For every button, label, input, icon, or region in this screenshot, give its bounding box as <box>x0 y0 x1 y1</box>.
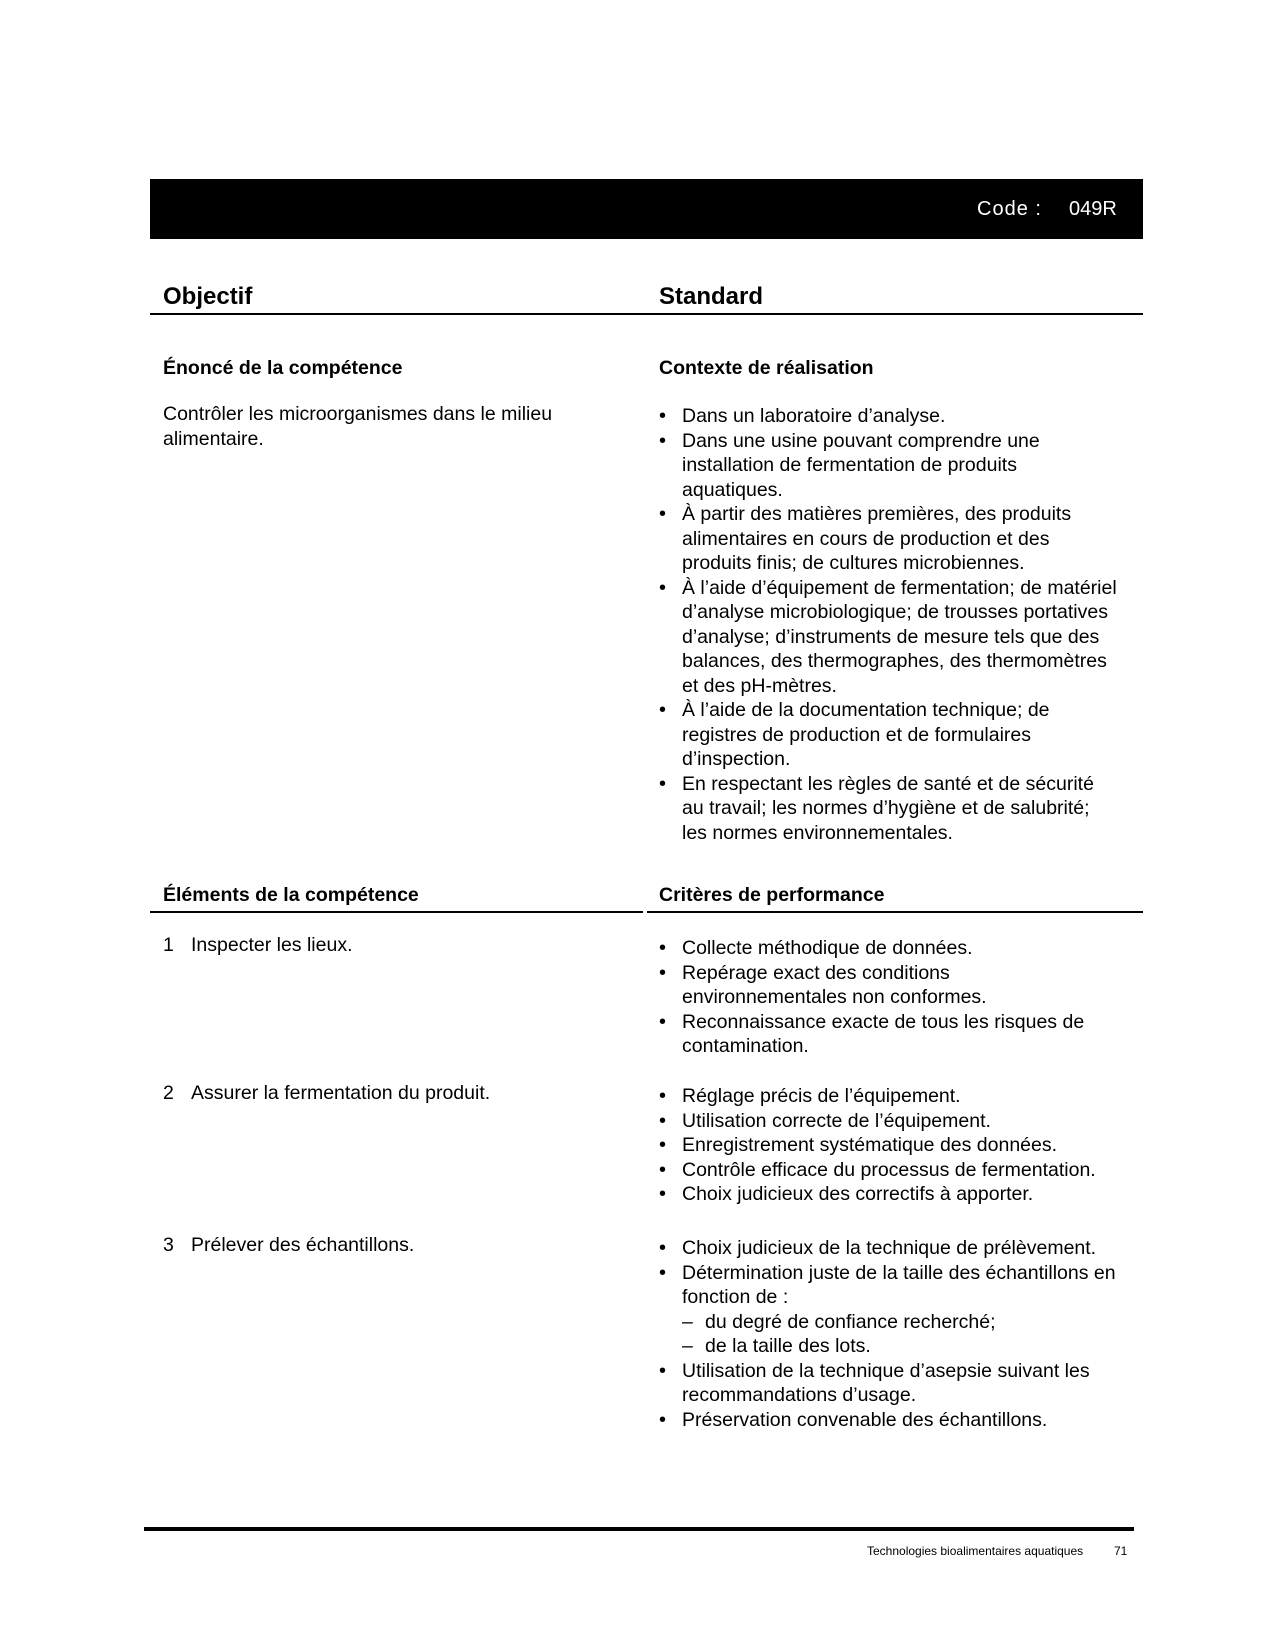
list-item: • Reconnaissance exacte de tous les risques de contamination. <box>659 1010 1119 1059</box>
list-item: • Choix judicieux des correctifs à apporter. <box>659 1182 1119 1207</box>
criteria-list-1 <box>659 936 1119 1059</box>
element-label: Prélever des échantillons. <box>191 1234 415 1256</box>
criteria-list-3 <box>659 1236 1119 1432</box>
list-item: • À l’aide de la documentation technique; de registres de production et de formulaires d’inspection. <box>659 698 1119 772</box>
list-item: • Dans un laboratoire d’analyse. <box>659 404 1119 429</box>
objectif-heading: Objectif <box>163 283 253 310</box>
elements-title: Éléments de la compétence <box>163 884 419 906</box>
dash-item-text: de la taille des lots. <box>705 1335 871 1357</box>
contexte-title: Contexte de réalisation <box>659 357 874 379</box>
list-item <box>659 1261 1119 1359</box>
dash-item: – de la taille des lots. <box>682 1335 871 1357</box>
element-number: 2 <box>163 1082 174 1104</box>
list-item: • Choix judicieux de la technique de prélèvement. <box>659 1236 1119 1261</box>
list-item: • Réglage précis de l’équipement. <box>659 1084 1119 1109</box>
element-label: Assurer la fermentation du produit. <box>191 1082 491 1104</box>
list-item-text: Détermination juste de la taille des échantillons en fonction de : <box>682 1261 1116 1308</box>
dash-item: – du degré de confiance recherché; <box>682 1310 996 1333</box>
list-item: • Utilisation de la technique d’asepsie suivant les recommandations d’usage. <box>659 1359 1119 1408</box>
list-item: • Dans une usine pouvant comprendre une installation de fermentation de produits aquatiques. <box>659 429 1119 503</box>
code-label: Code : <box>977 198 1042 220</box>
list-item: • Repérage exact des conditions environnementales non conformes. <box>659 961 1119 1010</box>
element-2 <box>163 1081 490 1106</box>
criteres-rule <box>647 911 1143 913</box>
contexte-list <box>659 404 1119 845</box>
criteria-list-2 <box>659 1084 1119 1207</box>
list-item: • Enregistrement systématique des données. <box>659 1133 1119 1158</box>
element-number: 1 <box>163 934 174 956</box>
list-item: • Collecte méthodique de données. <box>659 936 1119 961</box>
criteres-title: Critères de performance <box>659 884 885 906</box>
enonce-text <box>163 402 603 451</box>
element-label: Inspecter les lieux. <box>191 934 353 956</box>
enonce-text-line2: alimentaire. <box>163 427 264 450</box>
header-rule <box>150 313 1143 315</box>
standard-heading: Standard <box>659 283 764 310</box>
footer-title: Technologies bioalimentaires aquatiques <box>867 1544 1084 1558</box>
enonce-title: Énoncé de la compétence <box>163 357 403 379</box>
page-number: 71 <box>1114 1544 1128 1558</box>
list-item: • À partir des matières premières, des produits alimentaires en cours de production et des produits finis; de cultures microbiennes. <box>659 502 1119 576</box>
elements-rule <box>150 911 643 913</box>
footer-rule <box>144 1527 1134 1531</box>
enonce-text-line1: Contrôler les microorganismes dans le milieu <box>163 403 553 425</box>
element-number: 3 <box>163 1234 174 1256</box>
list-item: • En respectant les règles de santé et de sécurité au travail; les normes d’hygiène et de salubrité; les normes environnementales. <box>659 772 1119 846</box>
list-item: • Préservation convenable des échantillons. <box>659 1408 1119 1433</box>
list-item: • À l’aide d’équipement de fermentation; de matériel d’analyse microbiologique; de trousses portatives d’analyse; d’instruments de mesure tels que des balances, des thermographes, des thermomètres et des pH-mètres. <box>659 576 1119 699</box>
code-bar <box>150 179 1143 239</box>
dash-item-text: du degré de confiance recherché; <box>705 1310 996 1333</box>
element-1 <box>163 933 353 958</box>
element-3 <box>163 1233 414 1258</box>
list-item: • Utilisation correcte de l’équipement. <box>659 1109 1119 1134</box>
code-value: 049R <box>1069 198 1117 220</box>
list-item: • Contrôle efficace du processus de fermentation. <box>659 1158 1119 1183</box>
